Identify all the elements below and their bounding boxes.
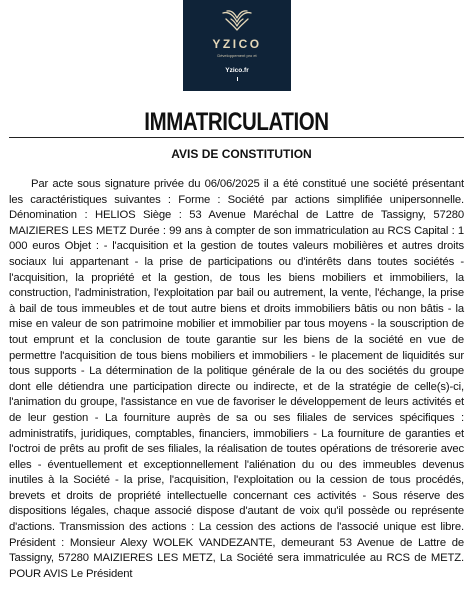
yzico-logo	[183, 0, 291, 91]
notice-subtitle: AVIS DE CONSTITUTION	[171, 147, 312, 161]
logo-url: Yzico.fr	[225, 67, 249, 74]
yzico-emblem-icon	[217, 7, 257, 33]
logo-divider	[237, 77, 238, 81]
notice-body: Par acte sous signature privée du 06/06/2025 il a été constitué une société présentant les caractéristiques suivantes : Forme : Société par actions simplifiée unipersonnelle. Dénomination : HELIOS Siège : 53 Avenue Maréchal de Lattre de Tassigny, 57280 MAIZIERES LES METZ Durée : 99 ans à compter de son immatriculation au RCS Capital : 1 000 euros Objet : - l'acquisition et la gestion de toutes valeurs mobilières et autres droits sociaux lui appartenant - la prise de participations ou d'intérêts dans toutes sociétés - l'acquisition, la propriété et la gestion, de tous les biens mobiliers et immobiliers, la construction, l'administration, l'exploitation par bail ou autrement, la vente, l'échange, la prise à bail de tous immeubles et de tout autre biens et droits immobiliers bâtis ou non bâtis - la mise en valeur de son patrimoine mobilier et immobilier par tous moyens - la souscription de tout emprunt et la conclusion de toute garantie sur les biens de la société en vue de permettre l'acquisition de tous biens mobiliers et immobiliers - le placement de liquidités sur tous supports - La détermination de la politique générale de la ou des sociétés du groupe dont elle détiendra une participation directe ou indirecte, et de la stratégie de celle(s)-ci, l'animation du groupe, l'assistance en vue de favoriser le développement de leurs activités et de leur gestion - La fourniture auprès de sa ou ses filiales de services spécifiques : administratifs, juridiques, comptables, financiers, immobiliers - La fourniture de garanties et l'octroi de prêts au profit de ses filiales, la réalisation de toutes opérations de trésorerie avec elles - éventuellement et exceptionnellement l'aliénation du ou des immeubles devenus inutiles à la Société - la prise, l'acquisition, l'exploitation ou la cession de tous procédés, brevets et droits de propriété intellectuelle concernant ces activités - Sous réserve des dispositions légales, chaque associé dispose d'autant de voix qu'il possède ou représente d'actions. Transmission des actions : La cession des actions de l'associé unique est libre. Président : Monsieur Alexy WOLEK VANDEZANTE, demeurant 53 Avenue de Lattre de Tassigny, 57280 MAIZIERES LES METZ, La Société sera immatriculée au RCS de METZ. POUR AVIS Le Président	[9, 178, 464, 580]
logo-tagline: Développement pro et	[217, 53, 257, 58]
title-rule	[9, 137, 464, 138]
notice-title: IMMATRICULATION	[144, 108, 329, 136]
logo-brand-name: YZICO	[212, 37, 262, 51]
